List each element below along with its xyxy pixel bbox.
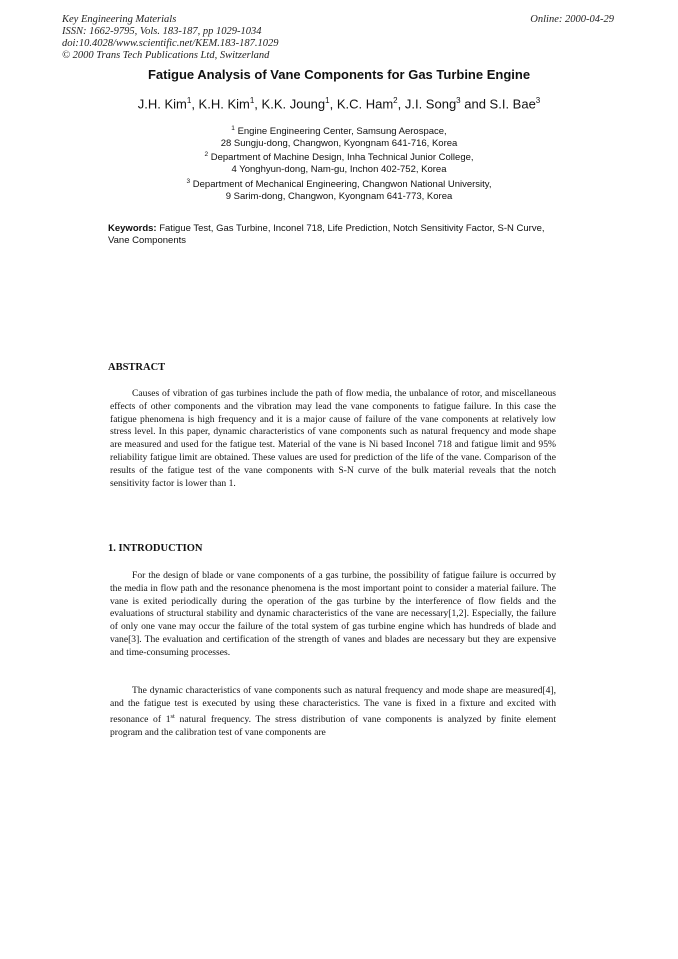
- affiliation-address: 4 Yonghyun-dong, Nam-gu, Inchon 402-752, Korea: [231, 164, 447, 176]
- journal-name: Key Engineering Materials: [62, 14, 177, 25]
- online-date: Online: 2000-04-29: [530, 14, 614, 25]
- paper-title: Fatigue Analysis of Vane Components for Gas Turbine Engine: [147, 67, 531, 82]
- author-separator: ,: [254, 96, 262, 112]
- affiliation-2: [0, 149, 678, 176]
- author-affiliation-mark: 3: [535, 96, 541, 105]
- author-separator: and: [460, 96, 490, 112]
- author-affiliation-mark: 1: [249, 96, 255, 105]
- affiliation-address: 9 Sarim-dong, Changwon, Kyongnam 641-773, Korea: [225, 191, 453, 203]
- affiliation-number: 3: [186, 178, 191, 185]
- author-separator: ,: [191, 96, 199, 112]
- affiliation-1: [0, 123, 678, 150]
- author-name: K.K. Joung: [261, 96, 326, 112]
- affiliation-number: 1: [231, 125, 235, 132]
- keywords-text: Fatigue Test, Gas Turbine, Inconel 718, Life Prediction, Notch Sensitivity Factor, S-N Curve, Vane Components: [108, 223, 545, 246]
- abstract-paragraph: Causes of vibration of gas turbines include the path of flow media, the unbalance of rotor, and miscellaneous effects of other components and the vibration may lead the vane components to fatigue failure. In this case the fatigue phenomena is high frequency and it is a major cause of failure of the vane components at relatively low stress level. In this paper, dynamic characteristics of vane components such as natural frequency and mode shape are measured and used for the fatigue test. Material of the vane is Ni based Inconel 718 and fatigue limit and 95% reliability fatigue limit are obtained. These values are used for prediction of the life of the vane. Comparison of the results of the fatigue test of the vane components with S-N curve of the bulk material reveals that the notch sensitivity factor is lower than 1.: [110, 388, 556, 489]
- affiliation-line: Department of Mechanical Engineering, Changwon National University,: [192, 179, 492, 191]
- copyright-line: © 2000 Trans Tech Publications Ltd, Switzerland: [62, 50, 270, 61]
- ordinal-suffix: st: [170, 712, 175, 720]
- author-affiliation-mark: 1: [186, 96, 192, 105]
- author-name: K.H. Kim: [198, 96, 250, 112]
- introduction-heading: 1. INTRODUCTION: [108, 543, 203, 554]
- author-list: [0, 96, 678, 111]
- abstract-heading: ABSTRACT: [108, 362, 166, 373]
- author-affiliation-mark: 3: [456, 96, 461, 105]
- keywords-label: Keywords:: [108, 223, 157, 234]
- affiliation-3: [0, 176, 678, 203]
- paragraph-text: The dynamic characteristics of vane components such as natural frequency and mode shape are measured[4], and the fatigue test is executed by using these characteristics. The vane is fixed in a fixture and excited with resonance of 1: [110, 685, 556, 725]
- author-name: S.I. Bae: [489, 96, 536, 112]
- introduction-paragraph-1: For the design of blade or vane components of a gas turbine, the possibility of fatigue failure is occurred by the media in flow path and the resonance phenomena is the most important point to consider a material failure. The vane is exited periodically during the operation of the gas turbine by the interference of flow fields and the evaluations of structural stability and dynamic characteristics of the vane are necessary[1,2]. Especially, the failure of only one vane may occur the failure of the total system of gas turbine engine which has hundreds of blade and vane[3]. The evaluation and certification of the strength of vanes and blades are necessary but they are expensive and time-consuming processes.: [110, 570, 556, 658]
- author-name: J.H. Kim: [137, 96, 187, 112]
- doi-line: doi:10.4028/www.scientific.net/KEM.183-187.1029: [62, 38, 279, 49]
- issn-line: ISSN: 1662-9795, Vols. 183-187, pp 1029-1034: [62, 26, 262, 37]
- author-name: J.I. Song: [404, 96, 457, 112]
- affiliation-number: 2: [204, 151, 209, 158]
- journal-header: [62, 14, 402, 62]
- introduction-paragraph-2: [110, 685, 556, 739]
- paragraph-text: natural frequency. The stress distribution of vane components is analyzed by finite element program and the calibration test of vane components are: [110, 713, 556, 738]
- author-separator: ,: [397, 96, 405, 112]
- affiliation-line: Department of Machine Design, Inha Technical Junior College,: [210, 152, 474, 164]
- author-separator: ,: [329, 96, 337, 112]
- affiliation-address: 28 Sungju-dong, Changwon, Kyongnam 641-716, Korea: [220, 138, 458, 150]
- affiliation-line: Engine Engineering Center, Samsung Aerospace,: [237, 126, 447, 138]
- keywords-block: [108, 223, 558, 247]
- author-affiliation-mark: 1: [325, 96, 330, 105]
- author-name: K.C. Ham: [336, 96, 394, 112]
- author-affiliation-mark: 2: [393, 96, 398, 105]
